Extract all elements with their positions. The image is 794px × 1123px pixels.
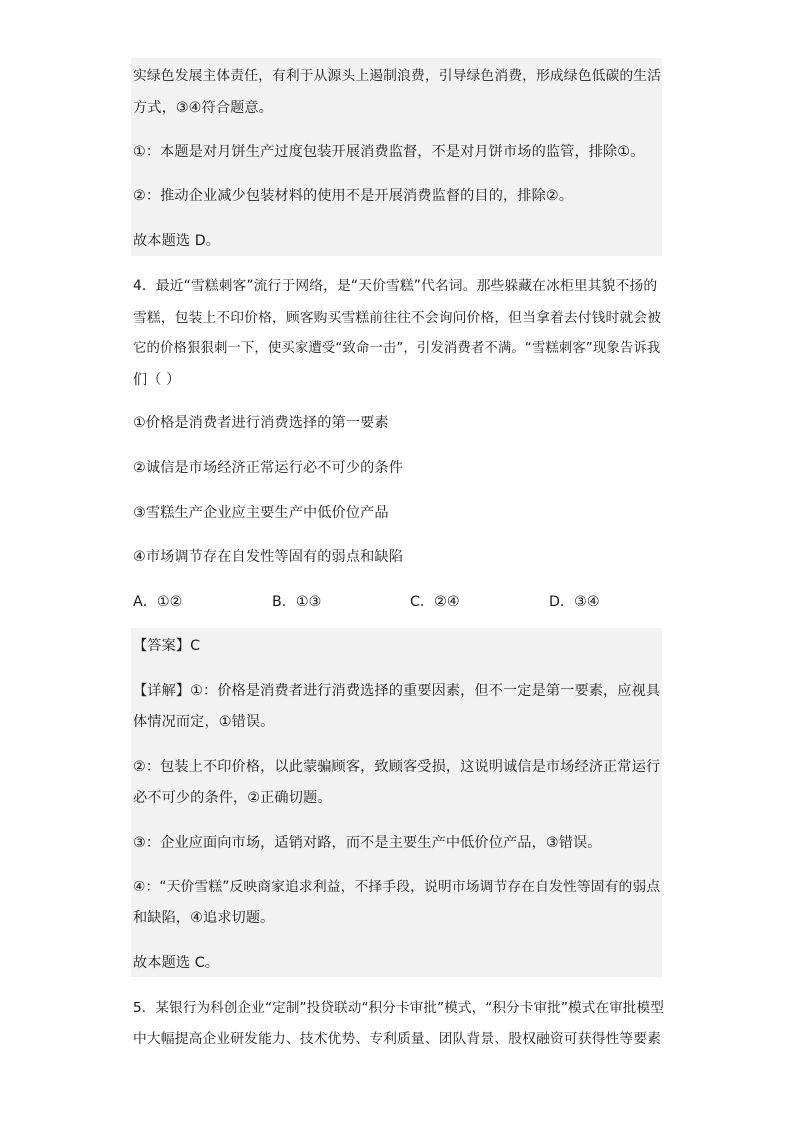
q4-item2-line-2: 必不可少的条件，②正确切题。	[133, 790, 332, 806]
q4-statement-1: ①价格是消费者进行消费选择的第一要素	[133, 415, 389, 431]
q4-option-b: B．①③	[272, 594, 322, 610]
q4-stem-line-3: 它的价格狠狠刺一下，使买家遭受“致命一击”，引发消费者不满。“雪糕刺客”现象告诉我	[133, 341, 661, 356]
q4-conclusion: 故本题选 C。	[133, 955, 220, 971]
analysis-prev-item-1: ①：本题是对月饼生产过度包装开展消费监督，不是对月饼市场的监管，排除①。	[133, 144, 645, 160]
q4-stem-line-2: 雪糕，包装上不印价格，顾客购买雪糕前往往不会询问价格，但当拿着去付钱时就会被	[133, 310, 662, 326]
q5-stem-line-1: 5．某银行为科创企业“定制”投贷联动“积分卡审批”模式，“积分卡审批”模式在审批模型	[133, 1000, 664, 1016]
analysis-prev-conclusion: 故本题选 D。	[133, 233, 221, 249]
q4-option-c: C．②④	[410, 594, 460, 610]
analysis-prev-line-1: 实绿色发展主体责任，有利于从源头上遏制浪费，引导绿色消费，形成绿色低碳的生活	[133, 68, 662, 84]
q4-detail-line-1: 【详解】①：价格是消费者进行消费选择的重要因素，但不一定是第一要素，应视具	[133, 683, 661, 699]
q4-option-a: A．①②	[133, 594, 183, 610]
q4-statement-2: ②诚信是市场经济正常运行必不可少的条件	[133, 460, 403, 476]
q5-stem-line-2: 中大幅提高企业研发能力、技术优势、专利质量、团队背景、股权融资可获得性等要素	[133, 1031, 662, 1047]
q4-statement-3: ③雪糕生产企业应主要生产中低价位产品	[133, 505, 389, 521]
analysis-prev-line-2: 方式，③④符合题意。	[133, 100, 273, 116]
q4-stem-line-1: 4．最近“雪糕刺客”流行于网络，是“天价雪糕”代名词。那些躲藏在冰柜里其貌不扬的	[133, 278, 658, 294]
q4-item4-line-2: 和缺陷，④追求切题。	[133, 910, 275, 926]
analysis-prev-item-2: ②：推动企业减少包装材料的使用不是开展消费监督的目的，排除②。	[133, 188, 573, 204]
q4-detail-line-2: 体情况而定，①错误。	[133, 714, 275, 730]
q4-stem-line-4: 们（ ）	[133, 372, 181, 388]
q4-option-d: D．③④	[549, 594, 600, 610]
q4-item2-line-1: ②：包装上不印价格，以此蒙骗顾客，致顾客受损，这说明诚信是市场经济正常运行	[133, 759, 661, 775]
q4-statement-4: ④市场调节存在自发性等固有的弱点和缺陷	[133, 549, 403, 565]
q4-item3: ③：企业应面向市场，适销对路，而不是主要生产中低价位产品，③错误。	[133, 835, 602, 851]
q4-answer: 【答案】C	[133, 638, 201, 654]
q4-item4-line-1: ④：“天价雪糕”反映商家追求利益，不择手段，说明市场调节存在自发性等固有的弱点	[133, 879, 661, 895]
